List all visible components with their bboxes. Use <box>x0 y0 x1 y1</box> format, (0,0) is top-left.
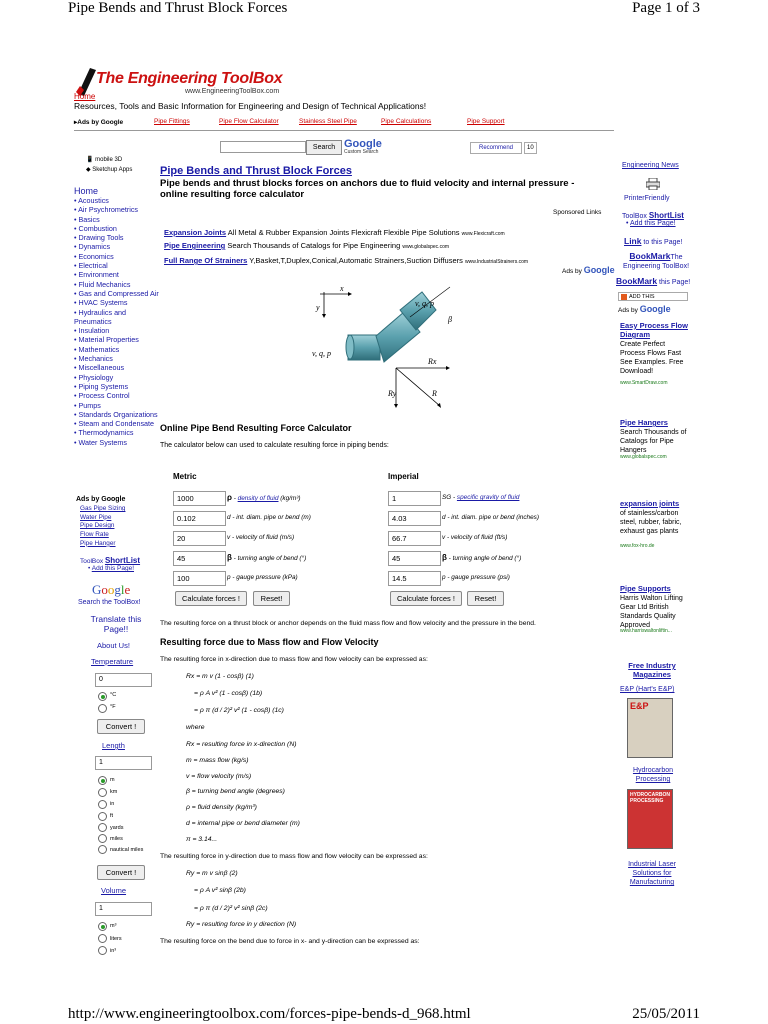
definition-rx: Rx = resulting force in x-direction (N) <box>186 741 297 748</box>
ad-bar <box>74 118 614 130</box>
unit-radio-km[interactable] <box>98 788 107 797</box>
google-custom-search-logo: Google Custom Search <box>344 138 382 155</box>
metric-velocity-input[interactable]: 20 <box>173 531 226 546</box>
engineering-news-link[interactable]: Engineering News <box>622 162 679 169</box>
sidebar-ad-link[interactable]: Flow Rate <box>80 531 109 539</box>
print-title: Pipe Bends and Thrust Block Forces <box>68 0 288 16</box>
ad-pipe-hangers-url[interactable]: www.globalspec.com <box>620 454 667 460</box>
beta-label: β <box>448 315 452 324</box>
unit-radio-m[interactable] <box>98 776 107 785</box>
sidebar-shortlist-link[interactable]: ToolBox ShortList <box>80 556 141 565</box>
unit-radio-in[interactable] <box>98 800 107 809</box>
sidebar-item-insulation[interactable]: • Insulation <box>74 326 110 336</box>
metric-angle-label: β - turning angle of bend (°) <box>227 553 307 562</box>
mobile-icon[interactable]: 📱 <box>86 157 94 163</box>
x-direction-intro: The resulting force in x-direction due to mass flow and flow velocity can be expressed as: <box>160 656 428 663</box>
platform-icons-row1[interactable]: mobile 3D <box>95 157 123 163</box>
sidebar-item-electrical[interactable]: • Electrical <box>74 261 108 271</box>
ad-pipe-supports-title[interactable]: Pipe Supports <box>620 584 671 593</box>
platform-icons <box>86 155 150 179</box>
sponsored-link[interactable]: Full Range Of Strainers Y,Basket,T,Duplex,Conical,Automatic Strainers,Suction Diffusers www.IndustrialStrainers.com <box>164 256 529 265</box>
ad-pipe-supports-url[interactable]: www.harriswaltonliftin... <box>620 628 672 634</box>
r-label: R <box>432 389 437 398</box>
metric-pressure-label: p - gauge pressure (kPa) <box>227 574 298 581</box>
sidebar-item-air-psychrometrics[interactable]: • Air Psychrometrics <box>74 205 139 215</box>
result-note: The resulting force on a thrust block or anchor depends on the fluid mass flow and flow velocity and the pressure in the bend. <box>160 620 536 627</box>
length-input[interactable]: 1 <box>95 756 152 770</box>
metric-density-input[interactable]: 1000 <box>173 491 226 506</box>
ad-pipe-hangers-text: Search Thousands of Catalogs for Pipe Hangers <box>620 429 687 454</box>
sponsored-links-label: Sponsored Links <box>553 209 602 216</box>
sidebar-item-drawing-tools[interactable]: • Drawing Tools <box>74 233 124 243</box>
sidebar-item-dynamics[interactable]: • Dynamics <box>74 242 111 252</box>
right-ads-label: Ads by Google <box>618 304 671 314</box>
imperial-diameter-input[interactable]: 4.03 <box>388 511 441 526</box>
imperial-sg-label: SG - specific gravity of fluid <box>442 494 520 501</box>
print-date: 25/05/2011 <box>632 1006 700 1022</box>
ad-flow-diagram-title[interactable]: Easy Process Flow Diagram <box>620 321 688 339</box>
imperial-calculate-button[interactable]: Calculate forces ! <box>390 591 462 606</box>
temperature-heading[interactable]: Temperature <box>91 657 134 666</box>
sidebar-item-environment[interactable]: • Environment <box>74 270 119 280</box>
definition-beta: β = turning bend angle (degrees) <box>186 788 285 795</box>
ad-flow-diagram-url[interactable]: www.SmartDraw.com <box>620 380 668 386</box>
unit-radio-yards[interactable] <box>98 823 107 832</box>
bookmark-toolbox-link[interactable]: BookMarkThe Engineering ToolBox! <box>622 251 690 270</box>
equation-2c: = ρ π (d / 2)² v² sinβ (2c) <box>194 905 268 912</box>
y-label: y <box>316 303 320 312</box>
x-label: x <box>340 284 344 293</box>
ad-pipe-hangers-title[interactable]: Pipe Hangers <box>620 418 668 427</box>
magazine-hydrocarbon-link[interactable]: Hydrocarbon Processing <box>632 767 674 783</box>
unit-label-miles: miles <box>110 836 123 842</box>
length-heading[interactable]: Length <box>102 741 125 750</box>
magazine-laser-link[interactable]: Industrial Laser Solutions for Manufacturing <box>628 861 676 886</box>
resulting-force-heading: Resulting force due to Mass flow and Flow Velocity <box>160 637 379 647</box>
sponsored-link[interactable]: Pipe Engineering Search Thousands of Catalogs for Pipe Engineering www.globalspec.com <box>164 241 450 250</box>
sponsored-link[interactable]: Expansion Joints All Metal & Rubber Expansion Joints Flexicraft Flexible Pipe Solutions www.Flexicraft.com <box>164 228 505 237</box>
ads-by-google-label: ▸Ads by Google <box>74 119 124 126</box>
sidebar-ad-link[interactable]: Pipe Hanger <box>80 539 116 547</box>
search-toolbox-link[interactable]: Search the ToolBox! <box>78 599 141 606</box>
sidebar-ads-label: Ads by Google <box>76 496 126 503</box>
volume-input[interactable]: 1 <box>95 902 152 916</box>
definition-ry: Ry = resulting force in y direction (N) <box>186 921 297 928</box>
sidebar-ad-link[interactable]: Water Pipe <box>80 513 112 521</box>
platform-icons-row2[interactable]: Sketchup Apps <box>92 167 133 173</box>
sidebar-item-gas-and-compressed-air[interactable]: • Gas and Compressed Air <box>74 288 159 298</box>
unit-label-celsius: °C <box>110 692 117 698</box>
unit-label-ft: ft <box>110 813 114 819</box>
sidebar-item-material-properties[interactable]: • Material Properties <box>74 335 139 345</box>
sidebar-home-link[interactable]: Home <box>74 186 99 196</box>
inlet-label-top: v, q, p <box>415 299 434 308</box>
about-us-link[interactable]: About Us! <box>97 641 130 650</box>
recommend-button[interactable]: Recommend <box>470 142 522 154</box>
unit-label-yards: yards <box>110 825 124 831</box>
equation-2: Ry = m v sinβ (2) <box>186 870 238 877</box>
sidebar-item-mathematics[interactable]: • Mathematics <box>74 344 120 354</box>
search-button[interactable]: Search <box>306 140 342 155</box>
unit-label-m: m <box>110 777 115 783</box>
definition-m: m = mass flow (kg/s) <box>186 757 249 764</box>
ad-link-pipe-support[interactable]: Pipe Support <box>467 118 505 125</box>
ad-link-pipe-flow-calculator[interactable]: Pipe Flow Calculator <box>219 118 279 125</box>
unit-label-km: km <box>110 789 118 795</box>
unit-label-in: in <box>110 801 115 807</box>
sidebar-item-hvac-systems[interactable]: • HVAC Systems <box>74 298 128 308</box>
resultant-intro: The resulting force on the bend due to force in x- and y-direction can be expressed as: <box>160 938 420 945</box>
imperial-sg-input[interactable]: 1 <box>388 491 441 506</box>
magazine-hydrocarbon-cover[interactable]: HYDROCARBON PROCESSING <box>627 789 673 849</box>
free-magazines-title[interactable]: Free Industry Magazines <box>628 661 676 679</box>
right-add-page-link[interactable]: • Add this Page! <box>626 220 676 227</box>
metric-density-label: ρ - density of fluid (kg/m³) <box>227 493 301 502</box>
metric-reset-button[interactable]: Reset! <box>253 591 290 606</box>
definition-v: v = flow velocity (m/s) <box>186 773 252 780</box>
ad-expansion-joints-title[interactable]: expansion joints <box>620 499 680 508</box>
magazine-ep-cover[interactable]: E&P <box>627 698 673 758</box>
equation-2b: = ρ A v² sinβ (2b) <box>194 887 246 894</box>
print-url: http://www.engineeringtoolbox.com/forces-pipe-bends-d_968.html <box>68 1006 471 1022</box>
sidebar-item-water-systems[interactable]: • Water Systems <box>74 437 127 447</box>
google-logo: Google <box>92 582 131 597</box>
unit-label-m3: m³ <box>110 923 117 929</box>
sidebar-item-miscellaneous[interactable]: • Miscellaneous <box>74 363 125 373</box>
convert-temperature-button[interactable]: Convert ! <box>97 719 145 734</box>
sidebar-item-economics[interactable]: • Economics <box>74 251 114 261</box>
metric-pressure-input[interactable]: 100 <box>173 571 226 586</box>
imperial-reset-button[interactable]: Reset! <box>467 591 504 606</box>
printer-icon[interactable] <box>646 178 660 190</box>
link-to-page[interactable]: Link to this Page! <box>624 236 683 246</box>
unit-radio-m3[interactable] <box>98 922 107 931</box>
sidebar-ad-link[interactable]: Gas Pipe Sizing <box>80 505 126 512</box>
bookmark-page-link[interactable]: BookMark this Page! <box>616 276 691 286</box>
sidebar-ads-list <box>80 505 125 549</box>
unit-radio-fahrenheit[interactable] <box>98 704 107 713</box>
imperial-diameter-label: d - int. diam. pipe or bend (inches) <box>442 514 539 521</box>
ad-link-stainless-steel-pipe[interactable]: Stainless Steel Pipe <box>299 118 357 125</box>
calculator-heading: Online Pipe Bend Resulting Force Calculator <box>160 423 352 433</box>
imperial-angle-label: β - turning angle of bend (°) <box>442 553 522 562</box>
temperature-input[interactable]: 0 <box>95 673 152 687</box>
unit-label-nautical-miles: nautical miles <box>110 847 144 853</box>
rx-label: Rx <box>428 357 437 366</box>
unit-label-liters: liters <box>110 936 122 942</box>
sidebar-item-standards-organizations[interactable]: • Standards Organizations <box>74 409 158 419</box>
convert-length-button[interactable]: Convert ! <box>97 865 145 880</box>
unit-label-fahrenheit: °F <box>110 704 116 710</box>
sidebar-ad-link[interactable]: Pipe Design <box>80 522 115 530</box>
imperial-angle-input[interactable]: 45 <box>388 551 441 566</box>
equation-1c: = ρ π (d / 2)² v² (1 - cosβ) (1c) <box>194 707 284 714</box>
metric-heading: Metric <box>173 472 197 481</box>
unit-radio-ft[interactable] <box>98 812 107 821</box>
equation-1: Rx = m v (1 - cosβ) (1) <box>186 673 254 680</box>
ad-link-pipe-fittings[interactable]: Pipe Fittings <box>154 118 190 125</box>
imperial-velocity-input[interactable]: 66.7 <box>388 531 441 546</box>
right-shortlist-link[interactable]: ToolBox ShortList <box>622 211 684 220</box>
site-logo-url: www.EngineeringToolBox.com <box>185 88 280 95</box>
sidebar-item-pumps[interactable]: • Pumps <box>74 400 101 410</box>
calculator-intro: The calculator below can used to calculate resulting force in piping bends: <box>160 442 389 449</box>
sidebar-item-steam-and-condensate[interactable]: • Steam and Condensate <box>74 419 155 429</box>
definition-pi: π = 3.14... <box>186 836 218 843</box>
ad-expansion-joints-text: of stainless/carbon steel, rubber, fabric, exhaust gas plants <box>620 510 682 535</box>
site-logo[interactable]: The Engineering ToolBox <box>96 70 283 87</box>
sidebar-item-basics[interactable]: • Basics <box>74 214 100 224</box>
addthis-icon <box>621 294 627 300</box>
where-label: where <box>186 724 205 731</box>
addthis-button[interactable]: ADD THIS <box>618 292 688 301</box>
ad-bar-divider <box>74 130 614 131</box>
volume-heading[interactable]: Volume <box>101 886 127 895</box>
translate-page-link[interactable]: Translate this Page!! <box>90 614 142 634</box>
page-subtitle: Pipe bends and thrust blocks forces on anchors due to fluid velocity and internal pressure - online resulting force calculator <box>160 178 575 200</box>
print-page-number: Page 1 of 3 <box>632 0 700 16</box>
ad-link-pipe-calculations[interactable]: Pipe Calculations <box>381 118 432 125</box>
sidebar-item-physiology[interactable]: • Physiology <box>74 372 114 382</box>
unit-radio-in3[interactable] <box>98 946 107 955</box>
sidebar-item-acoustics[interactable]: • Acoustics <box>74 196 109 205</box>
unit-radio-miles[interactable] <box>98 834 107 843</box>
sketchup-icon[interactable]: ◆ <box>86 167 91 173</box>
ads-by-google-label: Ads by Google <box>562 265 615 275</box>
magazine-ep-link[interactable]: E&P (Hart's E&P) <box>620 686 675 693</box>
recommend-count: 10 <box>524 142 537 154</box>
unit-label-in3: in³ <box>110 948 117 954</box>
sidebar-nav <box>74 196 160 447</box>
sidebar-add-page-link[interactable]: • Add this Page! <box>88 565 135 572</box>
sidebar-item-mechanics[interactable]: • Mechanics <box>74 354 113 364</box>
sidebar-item-fluid-mechanics[interactable]: • Fluid Mechanics <box>74 279 131 289</box>
sidebar-item-combustion[interactable]: • Combustion <box>74 223 117 233</box>
unit-radio-liters[interactable] <box>98 934 107 943</box>
header-home-link[interactable]: Home <box>74 92 96 101</box>
ad-pipe-supports-text: Harris Walton Lifting Gear Ltd British Standards Quality Approved <box>620 595 683 629</box>
page-title[interactable]: Pipe Bends and Thrust Block Forces <box>160 165 352 177</box>
metric-diameter-label: d - int. diam. pipe or bend (m) <box>227 514 311 521</box>
imperial-velocity-label: v - velocity of fluid (ft/s) <box>442 534 508 541</box>
site-tagline: Resources, Tools and Basic Information for Engineering and Design of Technical Applications! <box>74 101 427 111</box>
sidebar-item-process-control[interactable]: • Process Control <box>74 391 130 401</box>
equation-1b: = ρ A v² (1 - cosβ) (1b) <box>194 690 263 697</box>
metric-diameter-input[interactable]: 0.102 <box>173 511 226 526</box>
y-direction-intro: The resulting force in y-direction due to mass flow and flow velocity can be expressed as: <box>160 853 428 860</box>
sidebar-item-piping-systems[interactable]: • Piping Systems <box>74 381 129 391</box>
inlet-label-left: v, q, p <box>312 349 331 358</box>
definition-d: d = internal pipe or bend diameter (m) <box>186 820 300 827</box>
sidebar-item-thermodynamics[interactable]: • Thermodynamics <box>74 428 134 438</box>
metric-calculate-button[interactable]: Calculate forces ! <box>175 591 247 606</box>
search-input[interactable] <box>220 141 306 153</box>
metric-angle-input[interactable]: 45 <box>173 551 226 566</box>
unit-radio-celsius[interactable] <box>98 692 107 701</box>
ry-label: Ry <box>388 389 397 398</box>
pipe-bend-diagram <box>300 282 480 412</box>
definition-rho: ρ = fluid density (kg/m³) <box>186 804 257 811</box>
printer-friendly-link[interactable]: PrinterFriendly <box>624 195 670 202</box>
imperial-pressure-input[interactable]: 14.5 <box>388 571 441 586</box>
metric-velocity-label: v - velocity of fluid (m/s) <box>227 534 295 541</box>
sidebar-item-hydraulics-and-pneumatics[interactable]: • Hydraulics and Pneumatics <box>74 307 127 326</box>
imperial-pressure-label: p - gauge pressure (psi) <box>442 574 510 581</box>
imperial-heading: Imperial <box>388 472 419 481</box>
ad-expansion-joints-url[interactable]: www.fox-hro.de <box>620 543 655 549</box>
ad-flow-diagram-text: Create Perfect Process Flows Fast See Examples. Free Download! <box>620 341 684 375</box>
